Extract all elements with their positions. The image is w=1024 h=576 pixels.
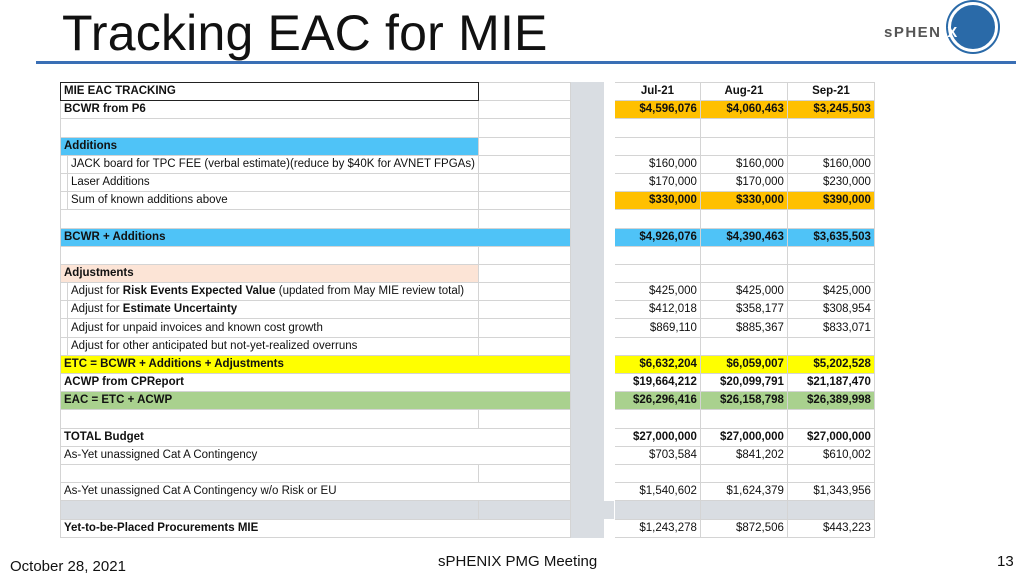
row-label: Adjust for unpaid invoices and known cost growth — [68, 319, 479, 337]
sphenix-logo — [884, 2, 1006, 62]
cell-value: $26,296,416 — [614, 392, 700, 410]
row-acwp — [61, 374, 875, 392]
cell-value: $610,002 — [787, 446, 874, 464]
cell-value: $21,187,470 — [787, 374, 874, 392]
cell-value: $160,000 — [614, 155, 700, 173]
footer-date: October 28, 2021 — [10, 558, 126, 575]
cell-value: $160,000 — [700, 155, 787, 173]
row-label: Adjust for Risk Events Expected Value (updated from May MIE review total) — [68, 283, 479, 301]
cell-value: $5,202,528 — [787, 355, 874, 373]
cell-value: $872,506 — [700, 519, 787, 537]
row-label: BCWR from P6 — [61, 101, 479, 119]
cell-value: $358,177 — [700, 301, 787, 319]
cell-value: $3,245,503 — [787, 101, 874, 119]
month-sep: Sep-21 — [787, 83, 874, 101]
row-label: Adjust for other anticipated but not-yet-realized overruns — [68, 337, 479, 355]
cell-value: $26,158,798 — [700, 392, 787, 410]
row-label: Yet-to-be-Placed Procurements MIE — [61, 519, 571, 537]
cell-value: $160,000 — [787, 155, 874, 173]
row-label: BCWR + Additions — [61, 228, 571, 246]
eac-tracking-table — [60, 82, 875, 538]
cell-value: $443,223 — [787, 519, 874, 537]
row-spacer — [61, 246, 875, 264]
row-jack-board — [61, 155, 875, 173]
row-risk-events — [61, 283, 875, 301]
row-total-budget — [61, 428, 875, 446]
row-label: Laser Additions — [68, 173, 479, 191]
cell-value: $20,099,791 — [700, 374, 787, 392]
row-etc — [61, 355, 875, 373]
cell-value: $4,390,463 — [700, 228, 787, 246]
cell-value: $170,000 — [614, 173, 700, 191]
month-jul: Jul-21 — [614, 83, 700, 101]
row-label: TOTAL Budget — [61, 428, 571, 446]
cell-value: $330,000 — [700, 192, 787, 210]
row-spacer — [61, 119, 875, 137]
row-procurements — [61, 519, 875, 537]
section-label: Additions — [61, 137, 479, 155]
cell-value: $27,000,000 — [787, 428, 874, 446]
cell-value: $230,000 — [787, 173, 874, 191]
cell-value: $308,954 — [787, 301, 874, 319]
cell-value: $6,059,007 — [700, 355, 787, 373]
cell-value: $26,389,998 — [787, 392, 874, 410]
cell-value: $4,926,076 — [614, 228, 700, 246]
row-bcwr-p6 — [61, 101, 875, 119]
row-label: Adjust for Estimate Uncertainty — [68, 301, 479, 319]
cell-value: $425,000 — [700, 283, 787, 301]
row-label: EAC = ETC + ACWP — [61, 392, 571, 410]
row-spacer — [61, 410, 875, 428]
cell-value: $19,664,212 — [614, 374, 700, 392]
row-contingency-wo-risk — [61, 483, 875, 501]
logo-text: sPHENIX — [884, 24, 959, 41]
row-other-overruns — [61, 337, 875, 355]
cell-value: $1,343,956 — [787, 483, 874, 501]
cell-value: $170,000 — [700, 173, 787, 191]
slide-title: Tracking EAC for MIE — [62, 5, 548, 61]
cell-value: $1,624,379 — [700, 483, 787, 501]
cell-value: $27,000,000 — [700, 428, 787, 446]
cell-value: $425,000 — [614, 283, 700, 301]
cell-value: $330,000 — [614, 192, 700, 210]
row-label: As-Yet unassigned Cat A Contingency — [61, 446, 571, 464]
section-label: Adjustments — [61, 264, 479, 282]
cell-value: $703,584 — [614, 446, 700, 464]
row-label: As-Yet unassigned Cat A Contingency w/o Risk or EU — [61, 483, 571, 501]
row-gray-divider — [61, 501, 875, 519]
month-aug: Aug-21 — [700, 83, 787, 101]
footer-meeting-name: sPHENIX PMG Meeting — [438, 553, 598, 570]
row-eac — [61, 392, 875, 410]
cell-value: $869,110 — [614, 319, 700, 337]
row-label: ACWP from CPReport — [61, 374, 571, 392]
cell-value: $390,000 — [787, 192, 874, 210]
row-contingency — [61, 446, 875, 464]
row-sum-additions — [61, 192, 875, 210]
cell-value: $425,000 — [787, 283, 874, 301]
row-label: ETC = BCWR + Additions + Adjustments — [61, 355, 571, 373]
page-number: 13 — [997, 553, 1014, 570]
title-underline — [36, 61, 1016, 64]
row-unpaid-invoices — [61, 319, 875, 337]
cell-value: $4,596,076 — [614, 101, 700, 119]
row-laser — [61, 173, 875, 191]
cell-value: $1,243,278 — [614, 519, 700, 537]
cell-value: $412,018 — [614, 301, 700, 319]
row-label: Sum of known additions above — [68, 192, 479, 210]
cell-value: $3,635,503 — [787, 228, 874, 246]
cell-value: $6,632,204 — [614, 355, 700, 373]
cell-value: $4,060,463 — [700, 101, 787, 119]
cell-value: $833,071 — [787, 319, 874, 337]
cell-value: $27,000,000 — [614, 428, 700, 446]
row-additions-header — [61, 137, 875, 155]
cell-value: $841,202 — [700, 446, 787, 464]
row-label: JACK board for TPC FEE (verbal estimate)(reduce by $40K for AVNET FPGAs) — [68, 155, 479, 173]
row-adjustments-header — [61, 264, 875, 282]
row-spacer — [61, 464, 875, 482]
cell-value: $1,540,602 — [614, 483, 700, 501]
cell-value: $885,367 — [700, 319, 787, 337]
row-bcwr-additions — [61, 228, 875, 246]
row-spacer — [61, 210, 875, 228]
table-title-cell: MIE EAC TRACKING — [61, 83, 479, 101]
row-estimate-uncertainty — [61, 301, 875, 319]
table-header-row — [61, 83, 875, 101]
